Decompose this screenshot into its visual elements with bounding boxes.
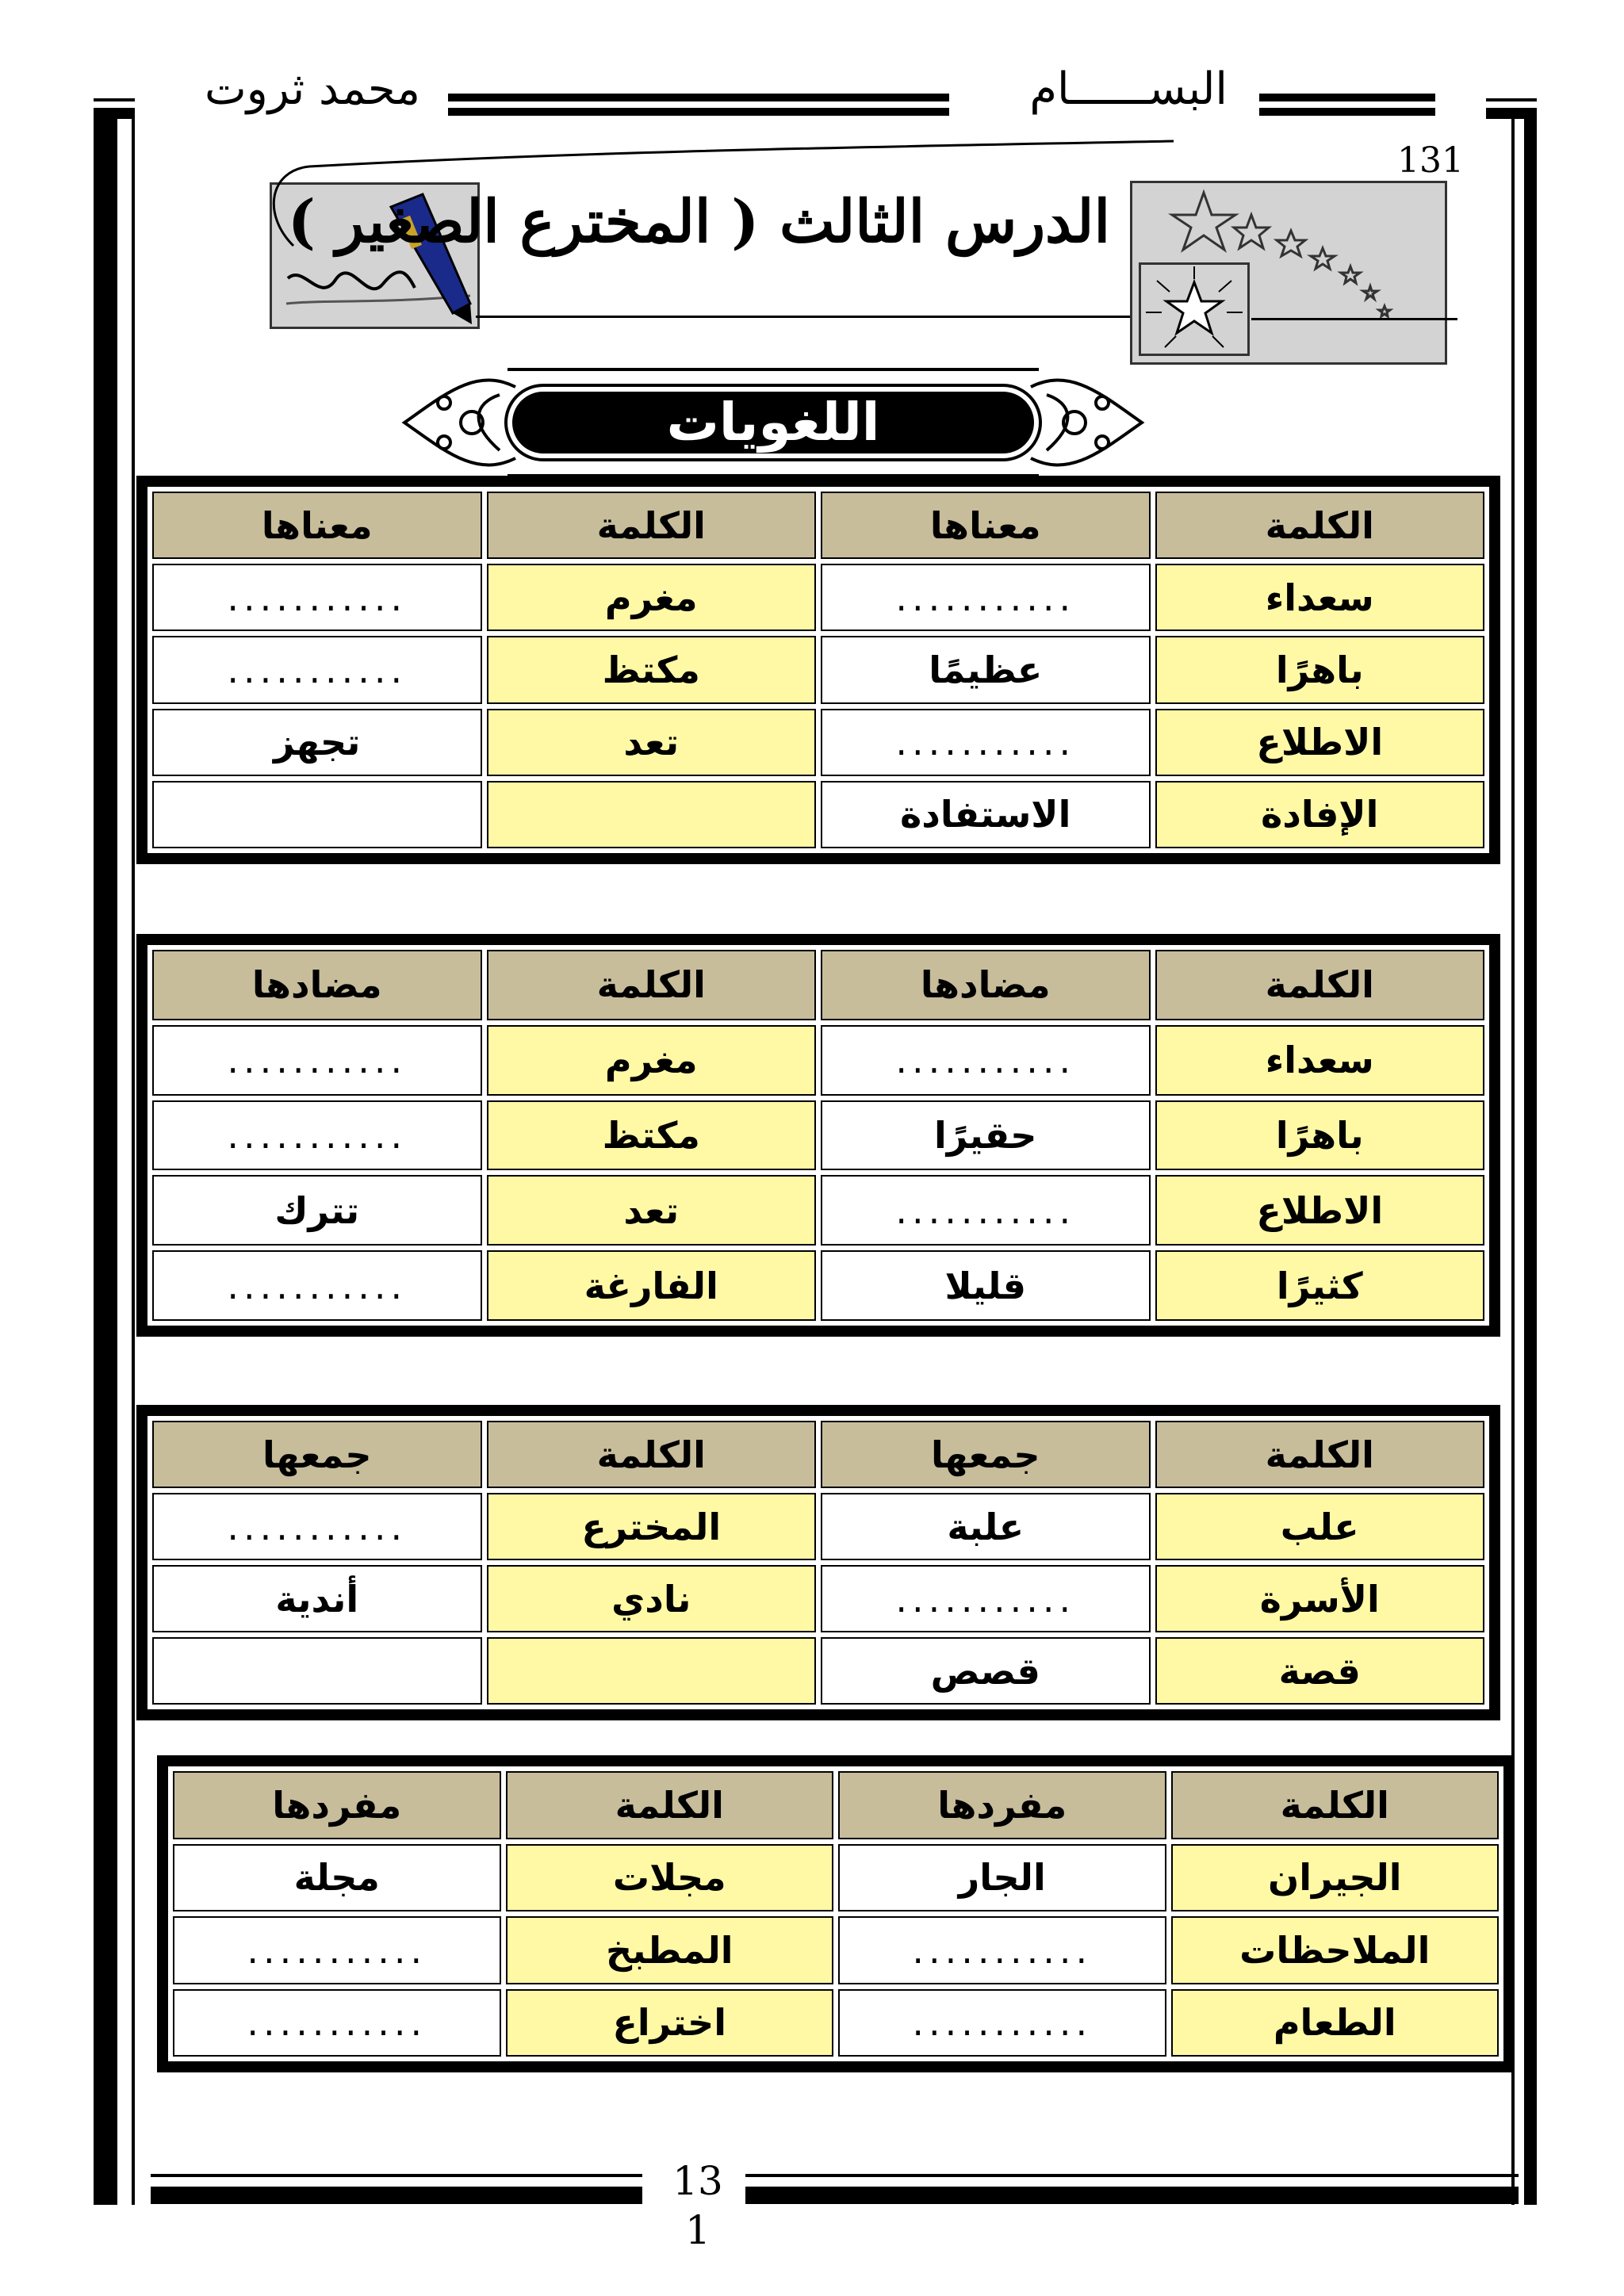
word-cell: الملاحظات (1171, 1916, 1500, 1984)
header-opposite: مضادها (152, 950, 482, 1020)
answer-field[interactable]: ........... (838, 1916, 1166, 1984)
table-header-row (152, 492, 1484, 559)
word-cell: اختراع (506, 1989, 834, 2057)
star-picture (1130, 181, 1447, 365)
star-inset (1139, 262, 1250, 356)
section-banner-title: اللغويات (508, 387, 1039, 458)
word-cell: تعد (487, 1175, 817, 1246)
answer-cell (152, 781, 482, 848)
answer-field[interactable]: ........... (821, 1025, 1151, 1096)
table-row (152, 1100, 1484, 1171)
header-word: الكلمة (1155, 950, 1485, 1020)
header-word: الكلمة (487, 950, 817, 1020)
word-cell: الأسرة (1155, 1565, 1485, 1632)
page-number-top: 131 (1397, 140, 1464, 181)
answer-cell: علبة (821, 1493, 1151, 1560)
header-word: الكلمة (1155, 1421, 1485, 1488)
answer-cell: مجلة (173, 1844, 501, 1912)
word-cell: الاطلاع (1155, 1175, 1485, 1246)
word-cell: باهرًا (1155, 636, 1485, 703)
word-cell: سعداء (1155, 1025, 1485, 1096)
word-cell: الفارغة (487, 1250, 817, 1321)
table-row (173, 1916, 1499, 1984)
table-row (152, 1493, 1484, 1560)
answer-cell: الاستفادة (821, 781, 1151, 848)
star-icon (1141, 265, 1247, 354)
brand-name: البســــــام (1029, 63, 1228, 115)
table-header-row (152, 1421, 1484, 1488)
table-row (173, 1844, 1499, 1912)
answer-cell: عظيمًا (821, 636, 1151, 703)
answer-cell: قليلا (821, 1250, 1151, 1321)
word-cell: مكتظ (487, 636, 817, 703)
header-meaning: معناها (152, 492, 482, 559)
table-row (152, 1637, 1484, 1705)
star-rule (1251, 318, 1457, 320)
frame-right-thick (1524, 108, 1537, 2205)
word-cell: مجلات (506, 1844, 834, 1912)
word-cell: باهرًا (1155, 1100, 1485, 1171)
word-cell: نادي (487, 1565, 817, 1632)
answer-field[interactable]: ........... (821, 1565, 1151, 1632)
table-row (152, 1250, 1484, 1321)
answer-cell: تجهز (152, 709, 482, 776)
word-cell: مغرم (487, 564, 817, 631)
page-number-bottom: 13 1 (672, 2158, 723, 2253)
table-row (152, 564, 1484, 631)
answer-field[interactable]: ........... (152, 636, 482, 703)
table-row (152, 709, 1484, 776)
answer-cell: الجار (838, 1844, 1166, 1912)
footer-rule-right-thin (745, 2174, 1519, 2177)
header-word: الكلمة (1171, 1771, 1500, 1839)
answer-cell: حقيرًا (821, 1100, 1151, 1171)
word-cell: علب (1155, 1493, 1485, 1560)
footer-rule-left-thin (151, 2174, 642, 2177)
opposites-table (136, 934, 1500, 1337)
header-singular: مفردها (838, 1771, 1166, 1839)
word-cell: الجيران (1171, 1844, 1500, 1912)
frame-left-thick (94, 108, 117, 2205)
word-cell: المخترع (487, 1493, 817, 1560)
footer-rule-left (151, 2187, 642, 2204)
word-cell: الطعام (1171, 1989, 1500, 2057)
word-cell: مكتظ (487, 1100, 817, 1171)
answer-field[interactable]: ........... (821, 1175, 1151, 1246)
answer-field[interactable]: ........... (152, 1100, 482, 1171)
answer-field[interactable]: ........... (173, 1916, 501, 1984)
header-word: الكلمة (506, 1771, 834, 1839)
header-meaning: معناها (821, 492, 1151, 559)
answer-field[interactable]: ........... (152, 1493, 482, 1560)
header-plural: جمعها (821, 1421, 1151, 1488)
table-row (152, 1025, 1484, 1096)
word-cell: قصة (1155, 1637, 1485, 1705)
word-cell: المطبخ (506, 1916, 834, 1984)
table-row (152, 1175, 1484, 1246)
word-cell: كثيرًا (1155, 1250, 1485, 1321)
frame-corner-tr-thin (1486, 98, 1537, 101)
table-row (152, 1565, 1484, 1632)
author-name: محمد ثروت (205, 63, 420, 115)
answer-cell: قصص (821, 1637, 1151, 1705)
singulars-table (157, 1755, 1515, 2072)
header-opposite: مضادها (821, 950, 1151, 1020)
header-rule-left (448, 94, 949, 116)
frame-corner-tl-thin (94, 98, 135, 101)
table-header-row (152, 950, 1484, 1020)
table-row (173, 1989, 1499, 2057)
answer-cell: أندية (152, 1565, 482, 1632)
answer-cell: تترك (152, 1175, 482, 1246)
header-word: الكلمة (1155, 492, 1485, 559)
word-cell: الاطلاع (1155, 709, 1485, 776)
word-cell (487, 781, 817, 848)
answer-field[interactable]: ........... (821, 709, 1151, 776)
word-cell: تعد (487, 709, 817, 776)
word-cell: مغرم (487, 1025, 817, 1096)
answer-field[interactable]: ........... (173, 1989, 501, 2057)
word-cell: الإفادة (1155, 781, 1485, 848)
header-rule-right (1259, 94, 1435, 116)
lesson-title: الدرس الثالث ( المخترع الصغير ) (287, 188, 1110, 256)
table-header-row (173, 1771, 1499, 1839)
table-row (152, 636, 1484, 703)
footer-rule-right (745, 2187, 1519, 2204)
header-plural: جمعها (152, 1421, 482, 1488)
answer-field[interactable]: ........... (152, 1025, 482, 1096)
answer-field[interactable]: ........... (152, 1250, 482, 1321)
frame-left-thin (132, 108, 135, 2205)
answer-cell (152, 1637, 482, 1705)
section-banner (396, 363, 1150, 482)
table-row (152, 781, 1484, 848)
plurals-table (136, 1405, 1500, 1720)
header-word: الكلمة (487, 492, 817, 559)
meanings-table (136, 476, 1500, 864)
header-singular: مفردها (173, 1771, 501, 1839)
word-cell (487, 1637, 817, 1705)
word-cell: سعداء (1155, 564, 1485, 631)
answer-field[interactable]: ........... (152, 564, 482, 631)
header-word: الكلمة (487, 1421, 817, 1488)
answer-field[interactable]: ........... (821, 564, 1151, 631)
answer-field[interactable]: ........... (838, 1989, 1166, 2057)
